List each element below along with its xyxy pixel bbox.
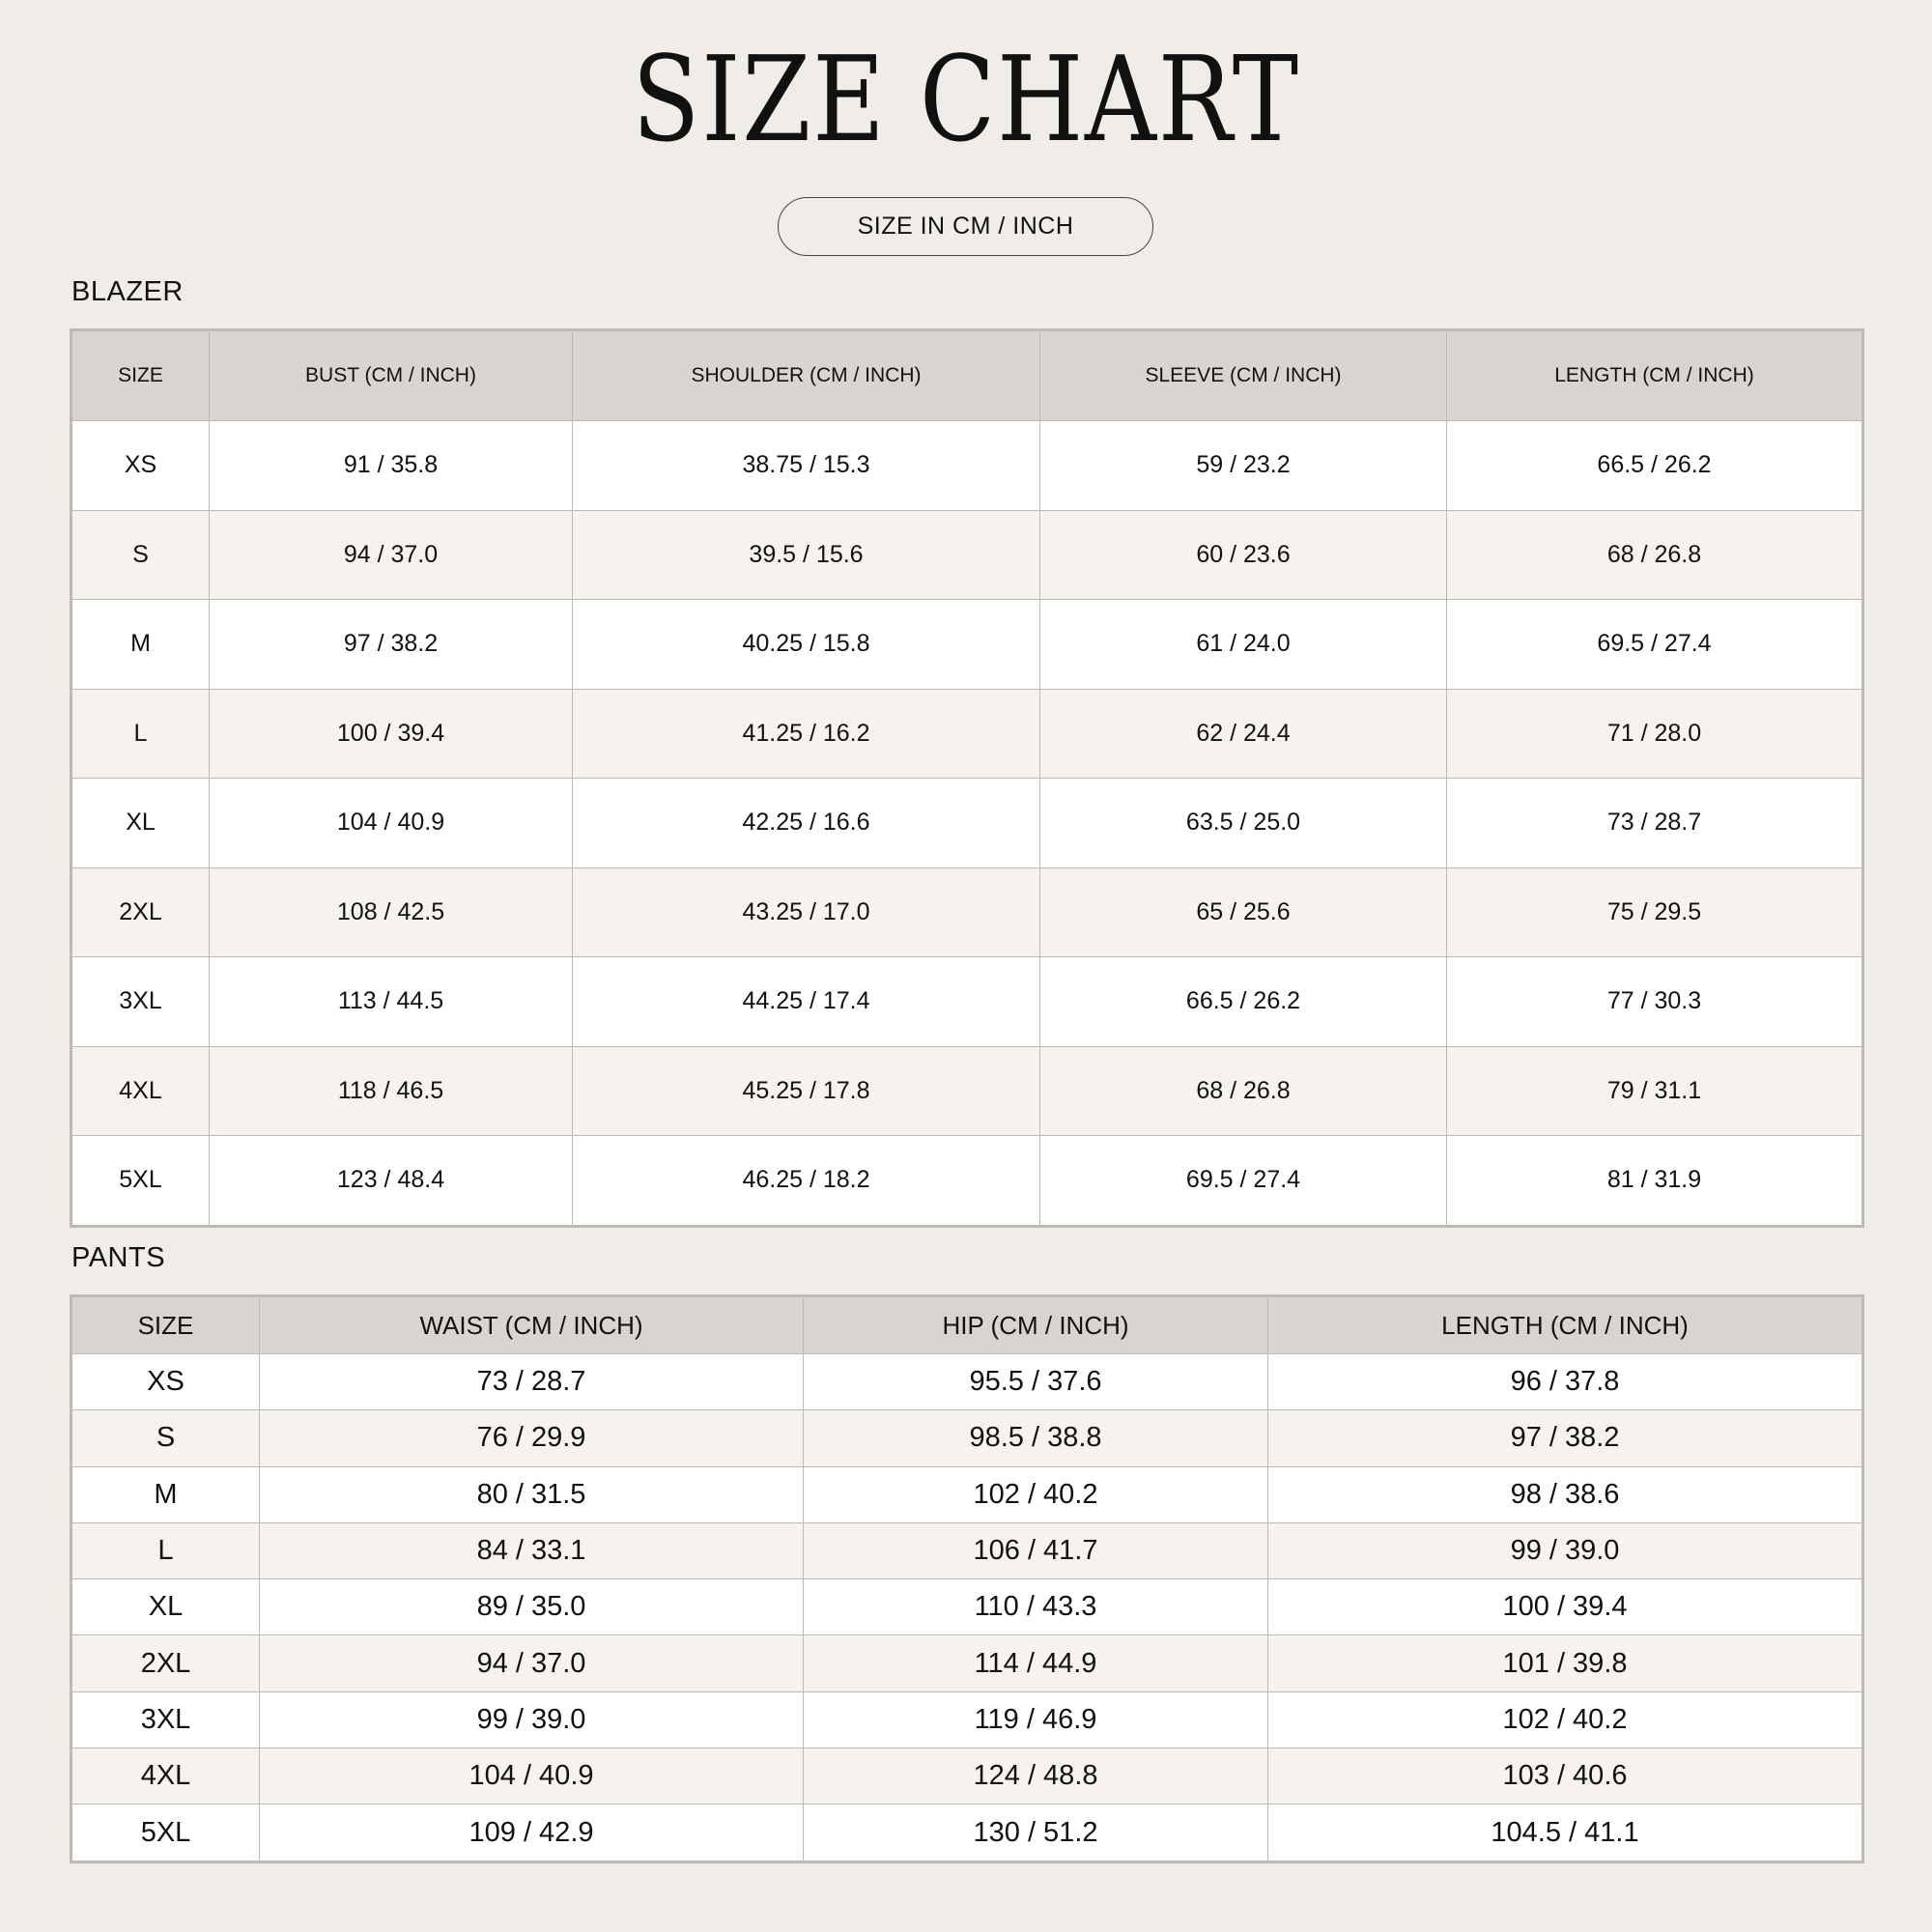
- unit-note-text: SIZE IN CM / INCH: [857, 213, 1074, 240]
- table-cell: 104.5 / 41.1: [1268, 1804, 1862, 1861]
- size-cell: L: [72, 689, 210, 779]
- table-cell: 97 / 38.2: [210, 600, 573, 690]
- size-cell: S: [72, 1410, 260, 1466]
- table-cell: 45.25 / 17.8: [573, 1046, 1040, 1136]
- unit-note-badge: [778, 197, 1153, 256]
- column-header: LENGTH (CM / INCH): [1447, 331, 1862, 421]
- table-row: [72, 600, 1862, 690]
- table-cell: 118 / 46.5: [210, 1046, 573, 1136]
- table-cell: 102 / 40.2: [1268, 1691, 1862, 1747]
- size-cell: XL: [72, 779, 210, 868]
- blazer-size-table: [71, 330, 1862, 1226]
- table-cell: 99 / 39.0: [260, 1691, 804, 1747]
- table-row: [72, 1748, 1862, 1804]
- size-cell: 2XL: [72, 1635, 260, 1691]
- table-cell: 42.25 / 16.6: [573, 779, 1040, 868]
- table-row: [72, 1410, 1862, 1466]
- table-cell: 79 / 31.1: [1447, 1046, 1862, 1136]
- table-cell: 60 / 23.6: [1040, 510, 1447, 600]
- table-cell: 97 / 38.2: [1268, 1410, 1862, 1466]
- table-cell: 38.75 / 15.3: [573, 421, 1040, 511]
- size-cell: 5XL: [72, 1136, 210, 1226]
- table-cell: 100 / 39.4: [1268, 1579, 1862, 1635]
- table-cell: 113 / 44.5: [210, 957, 573, 1047]
- table-cell: 68 / 26.8: [1040, 1046, 1447, 1136]
- table-cell: 80 / 31.5: [260, 1466, 804, 1522]
- table-cell: 102 / 40.2: [804, 1466, 1268, 1522]
- size-cell: 4XL: [72, 1046, 210, 1136]
- table-row: [72, 1354, 1862, 1410]
- size-cell: XL: [72, 1579, 260, 1635]
- column-header: SIZE: [72, 331, 210, 421]
- table-cell: 130 / 51.2: [804, 1804, 1268, 1861]
- table-cell: 100 / 39.4: [210, 689, 573, 779]
- table-row: [72, 1466, 1862, 1522]
- table-cell: 69.5 / 27.4: [1040, 1136, 1447, 1226]
- table-cell: 69.5 / 27.4: [1447, 600, 1862, 690]
- table-cell: 91 / 35.8: [210, 421, 573, 511]
- table-cell: 89 / 35.0: [260, 1579, 804, 1635]
- table-cell: 43.25 / 17.0: [573, 867, 1040, 957]
- table-cell: 96 / 37.8: [1268, 1354, 1862, 1410]
- table-cell: 39.5 / 15.6: [573, 510, 1040, 600]
- table-cell: 66.5 / 26.2: [1447, 421, 1862, 511]
- table-cell: 119 / 46.9: [804, 1691, 1268, 1747]
- table-cell: 103 / 40.6: [1268, 1748, 1862, 1804]
- table-cell: 61 / 24.0: [1040, 600, 1447, 690]
- pants-section-label: PANTS: [71, 1242, 166, 1273]
- pants-size-table: [71, 1296, 1862, 1861]
- size-cell: 4XL: [72, 1748, 260, 1804]
- table-cell: 98 / 38.6: [1268, 1466, 1862, 1522]
- size-cell: XS: [72, 1354, 260, 1410]
- table-cell: 71 / 28.0: [1447, 689, 1862, 779]
- size-cell: 2XL: [72, 867, 210, 957]
- column-header: SHOULDER (CM / INCH): [573, 331, 1040, 421]
- table-row: [72, 1522, 1862, 1578]
- table-cell: 44.25 / 17.4: [573, 957, 1040, 1047]
- table-cell: 77 / 30.3: [1447, 957, 1862, 1047]
- table-cell: 62 / 24.4: [1040, 689, 1447, 779]
- table-row: [72, 421, 1862, 511]
- page-title: SIZE CHART: [632, 31, 1300, 168]
- table-cell: 101 / 39.8: [1268, 1635, 1862, 1691]
- table-cell: 81 / 31.9: [1447, 1136, 1862, 1226]
- size-cell: M: [72, 1466, 260, 1522]
- table-header-row: [72, 1297, 1862, 1354]
- table-cell: 98.5 / 38.8: [804, 1410, 1268, 1466]
- table-cell: 59 / 23.2: [1040, 421, 1447, 511]
- table-cell: 40.25 / 15.8: [573, 600, 1040, 690]
- table-cell: 68 / 26.8: [1447, 510, 1862, 600]
- size-cell: S: [72, 510, 210, 600]
- column-header: SIZE: [72, 1297, 260, 1354]
- size-cell: 3XL: [72, 1691, 260, 1747]
- table-row: [72, 867, 1862, 957]
- table-cell: 95.5 / 37.6: [804, 1354, 1268, 1410]
- table-cell: 99 / 39.0: [1268, 1522, 1862, 1578]
- table-row: [72, 1804, 1862, 1861]
- column-header: HIP (CM / INCH): [804, 1297, 1268, 1354]
- size-cell: 5XL: [72, 1804, 260, 1861]
- table-cell: 63.5 / 25.0: [1040, 779, 1447, 868]
- table-cell: 84 / 33.1: [260, 1522, 804, 1578]
- column-header: WAIST (CM / INCH): [260, 1297, 804, 1354]
- column-header: LENGTH (CM / INCH): [1268, 1297, 1862, 1354]
- table-row: [72, 1046, 1862, 1136]
- table-cell: 73 / 28.7: [260, 1354, 804, 1410]
- table-header-row: [72, 331, 1862, 421]
- table-cell: 106 / 41.7: [804, 1522, 1268, 1578]
- table-row: [72, 1579, 1862, 1635]
- table-row: [72, 779, 1862, 868]
- column-header: BUST (CM / INCH): [210, 331, 573, 421]
- table-cell: 94 / 37.0: [260, 1635, 804, 1691]
- table-row: [72, 510, 1862, 600]
- blazer-section-label: BLAZER: [71, 276, 184, 307]
- table-cell: 114 / 44.9: [804, 1635, 1268, 1691]
- size-cell: 3XL: [72, 957, 210, 1047]
- table-cell: 76 / 29.9: [260, 1410, 804, 1466]
- table-cell: 65 / 25.6: [1040, 867, 1447, 957]
- table-row: [72, 1136, 1862, 1226]
- table-row: [72, 1691, 1862, 1747]
- table-cell: 123 / 48.4: [210, 1136, 573, 1226]
- table-cell: 104 / 40.9: [210, 779, 573, 868]
- column-header: SLEEVE (CM / INCH): [1040, 331, 1447, 421]
- table-row: [72, 957, 1862, 1047]
- table-cell: 110 / 43.3: [804, 1579, 1268, 1635]
- size-cell: M: [72, 600, 210, 690]
- table-cell: 104 / 40.9: [260, 1748, 804, 1804]
- table-cell: 108 / 42.5: [210, 867, 573, 957]
- size-cell: XS: [72, 421, 210, 511]
- table-row: [72, 689, 1862, 779]
- table-cell: 66.5 / 26.2: [1040, 957, 1447, 1047]
- size-cell: L: [72, 1522, 260, 1578]
- table-cell: 124 / 48.8: [804, 1748, 1268, 1804]
- table-cell: 46.25 / 18.2: [573, 1136, 1040, 1226]
- table-cell: 75 / 29.5: [1447, 867, 1862, 957]
- table-row: [72, 1635, 1862, 1691]
- table-cell: 73 / 28.7: [1447, 779, 1862, 868]
- table-cell: 41.25 / 16.2: [573, 689, 1040, 779]
- table-cell: 109 / 42.9: [260, 1804, 804, 1861]
- table-cell: 94 / 37.0: [210, 510, 573, 600]
